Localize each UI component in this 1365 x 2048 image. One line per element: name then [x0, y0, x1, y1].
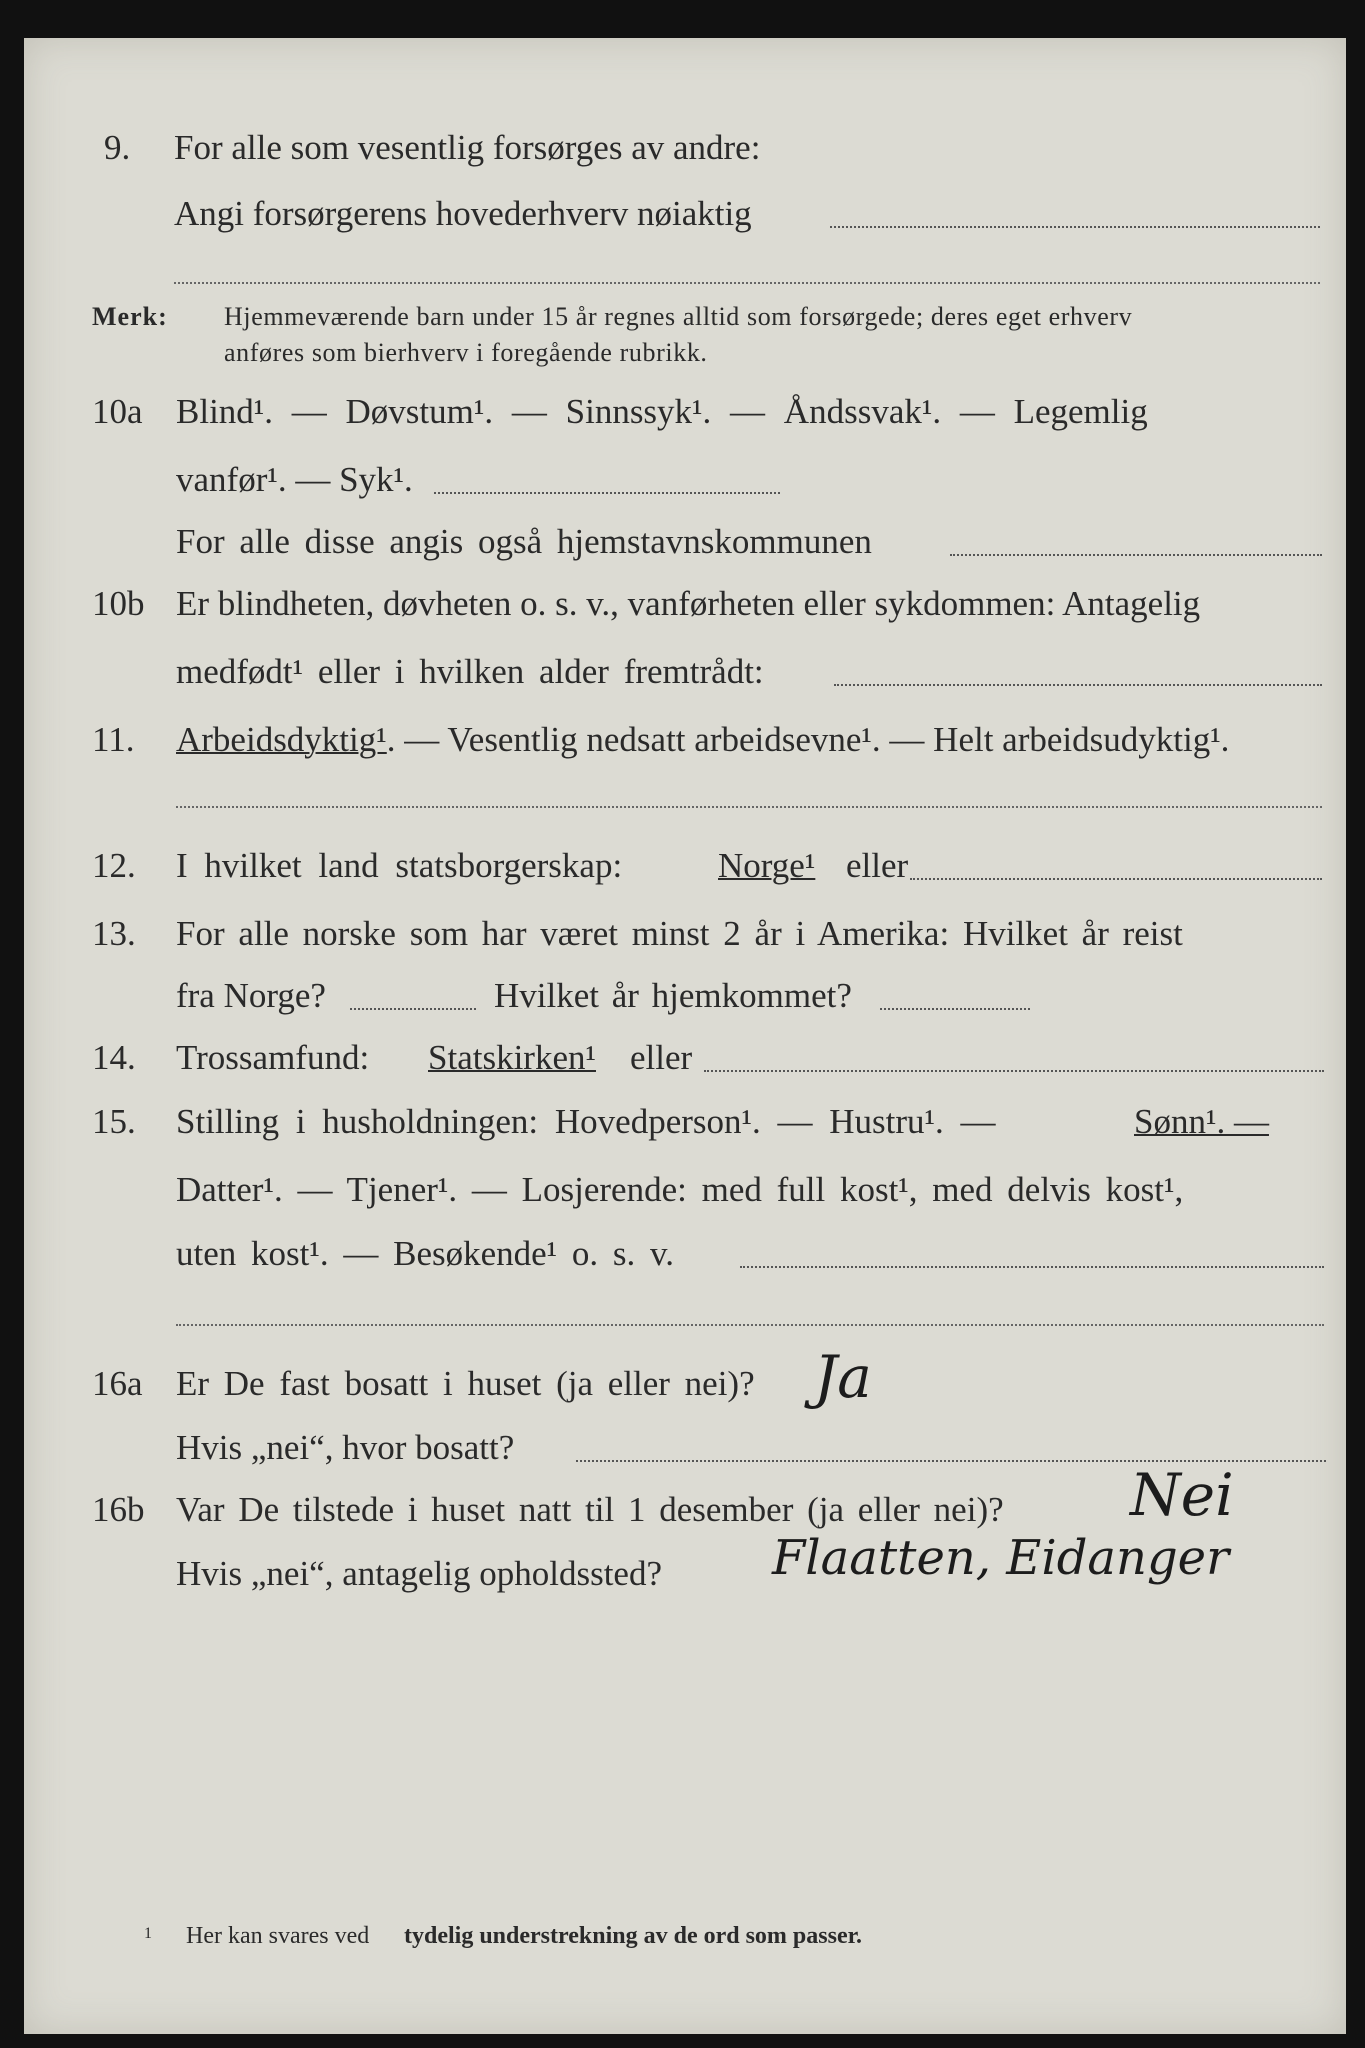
question-text-rest: eller — [846, 846, 909, 885]
question-text: Hvis „nei“, antagelig opholdssted? — [176, 1554, 662, 1593]
footnote-text-bold: tydelig understrekning av de ord som passer. — [404, 1923, 863, 1949]
question-text — [176, 722, 1229, 757]
question-text: For alle norske som har været minst 2 år i Amerika: Hvilket år reist — [176, 914, 1183, 953]
question-text: medfødt¹ eller i hvilken alder fremtrådt: — [176, 652, 764, 691]
question-text: Var De tilstede i huset natt til 1 desember (ja eller nei)? — [176, 1490, 1004, 1529]
question-number: 10b — [92, 584, 145, 623]
answer-line — [834, 684, 1322, 686]
question-text: Angi forsørgerens hovederhverv nøiaktig — [174, 194, 752, 233]
answer-line — [350, 1008, 476, 1010]
handwritten-answer: Nei — [1130, 1461, 1234, 1529]
question-text: Er De fast bosatt i huset (ja eller nei)? — [176, 1364, 755, 1403]
answer-line — [176, 1324, 1324, 1326]
note-text: anføres som bierhverv i foregående rubrikk. — [224, 338, 708, 367]
question-number: 13. — [92, 914, 136, 953]
question-text: Blind¹. — Døvstum¹. — Sinnssyk¹. — Åndssvak¹. — Legemlig — [176, 392, 1148, 431]
question-number: 9. — [104, 128, 131, 167]
underlined-answer-option: Statskirken¹ — [428, 1038, 596, 1077]
footnote-text: Her kan svares ved — [186, 1923, 370, 1949]
answer-line — [740, 1266, 1324, 1268]
question-text: uten kost¹. — Besøkende¹ o. s. v. — [176, 1234, 675, 1273]
underlined-answer-option: Sønn¹. — — [1134, 1102, 1269, 1141]
handwritten-answer: Flaatten, Eidanger — [772, 1530, 1230, 1586]
question-number: 10a — [92, 392, 143, 431]
question-text: For alle disse angis også hjemstavnskommunen — [176, 522, 872, 561]
question-text: Trossamfund: — [176, 1038, 370, 1077]
note-text: Hjemmeværende barn under 15 år regnes alltid som forsørgede; deres eget erhverv — [224, 302, 1133, 331]
underlined-answer-option: Arbeidsdyktig¹ — [176, 720, 387, 759]
answer-line — [176, 806, 1322, 808]
question-text: I hvilket land statsborgerskap: — [176, 846, 623, 885]
answer-line — [174, 282, 1320, 284]
answer-line — [880, 1008, 1030, 1010]
question-number: 16b — [92, 1490, 145, 1529]
question-text: fra Norge? — [176, 976, 326, 1015]
question-number: 11. — [92, 720, 135, 759]
question-text: Hvis „nei“, hvor bosatt? — [176, 1428, 515, 1467]
question-text: Er blindheten, døvheten o. s. v., vanførheten eller sykdommen: Antagelig — [176, 584, 1201, 623]
underlined-answer-option: Norge¹ — [718, 846, 816, 885]
handwritten-answer: Ja — [814, 1343, 872, 1411]
question-text: Hvilket år hjemkommet? — [494, 976, 852, 1015]
note-label: Merk: — [92, 302, 168, 331]
answer-line — [910, 878, 1322, 880]
question-text-rest: . — Vesentlig nedsatt arbeidsevne¹. — Helt arbeidsudyktig¹. — [386, 720, 1230, 759]
question-number: 15. — [92, 1102, 136, 1141]
question-text: vanfør¹. — Syk¹. — [176, 460, 413, 499]
question-text: Datter¹. — Tjener¹. — Losjerende: med full kost¹, med delvis kost¹, — [176, 1170, 1184, 1209]
census-form-page — [24, 38, 1346, 2034]
question-text-rest: eller — [630, 1038, 693, 1077]
answer-line — [950, 554, 1322, 556]
answer-line — [830, 226, 1320, 228]
question-number: 16a — [92, 1364, 143, 1403]
question-number: 12. — [92, 846, 136, 885]
answer-line — [434, 492, 780, 494]
question-text: For alle som vesentlig forsørges av andre: — [174, 128, 761, 167]
question-text: Stilling i husholdningen: Hovedperson¹. — Hustru¹. — — [176, 1102, 996, 1141]
question-number: 14. — [92, 1038, 136, 1077]
answer-line — [704, 1070, 1324, 1072]
footnote-mark: 1 — [144, 1925, 152, 1942]
